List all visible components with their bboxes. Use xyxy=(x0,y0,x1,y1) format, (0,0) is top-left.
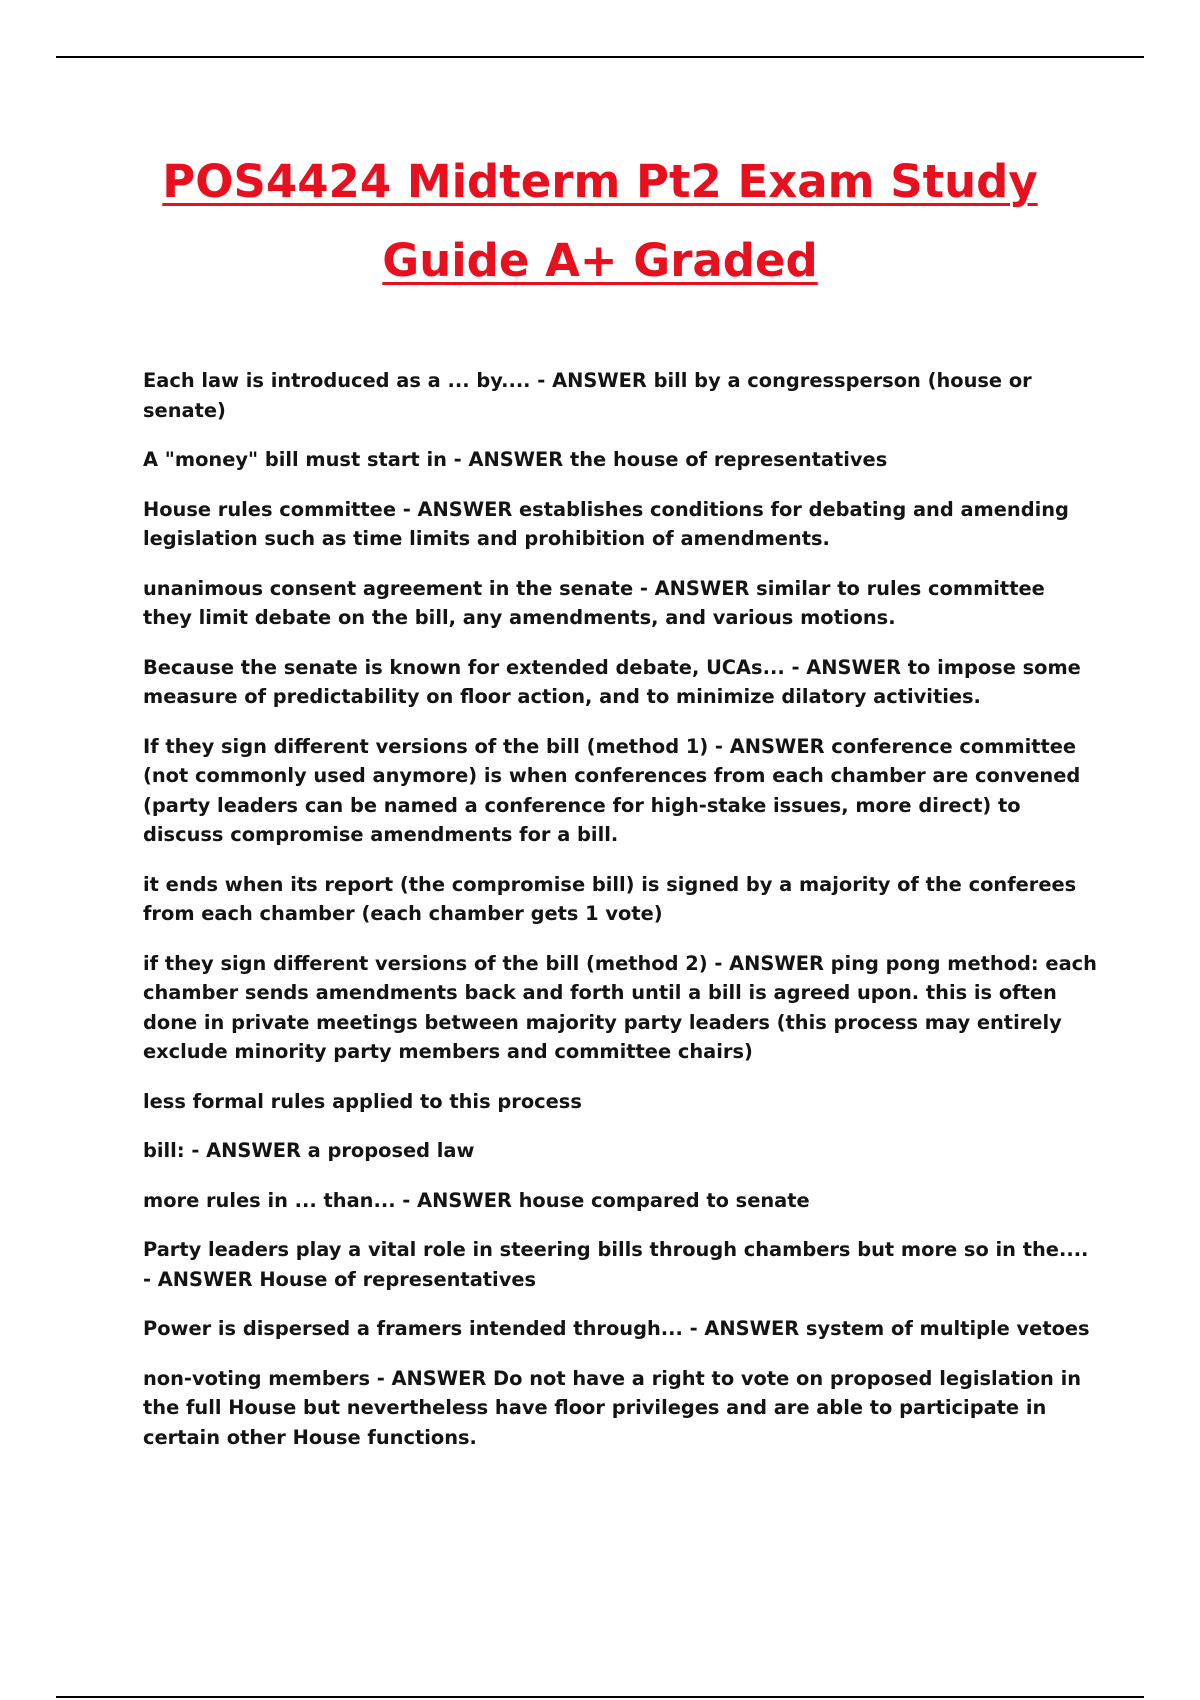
qa-item: bill: - ANSWER a proposed law xyxy=(143,1139,475,1162)
header-rule xyxy=(56,56,1144,58)
title-line-2: Guide A+ Graded xyxy=(382,234,818,287)
qa-item: House rules committee - ANSWER establishes conditions for debating and amending legislation such as time limits and prohibition of amendments. xyxy=(143,497,1069,550)
qa-item: Power is dispersed a framers intended through... - ANSWER system of multiple vetoes xyxy=(143,1317,1090,1340)
qa-list xyxy=(143,366,1098,1472)
qa-item: more rules in ... than... - ANSWER house compared to senate xyxy=(143,1188,810,1212)
document-title xyxy=(100,142,1100,300)
qa-item: if they sign different versions of the bill (method 2) - ANSWER ping pong method: each chamber sends amendments back and forth until a bill is agreed upon. this is often done in private meetings between majority party leaders (this process may entirely exclude minority party members and committee chairs) xyxy=(143,951,1097,1063)
qa-item: Because the senate is known for extended debate, UCAs... - ANSWER to impose some measure of predictability on floor action, and to minimize dilatory activities. xyxy=(143,655,1081,708)
qa-item: it ends when its report (the compromise bill) is signed by a majority of the conferees from each chamber (each chamber gets 1 vote) xyxy=(143,872,1077,925)
qa-item: Party leaders play a vital role in steering bills through chambers but more so in the.... - ANSWER House of representatives xyxy=(143,1238,1089,1291)
qa-item: A "money" bill must start in - ANSWER the house of representatives xyxy=(143,448,888,471)
footer-rule xyxy=(56,1696,1144,1698)
qa-item: If they sign different versions of the bill (method 1) - ANSWER conference committee (not commonly used anymore) is when conferences from each chamber are convened (party leaders can be named a conference for high-stake issues, more direct) to discuss compromise amendments for a bill. xyxy=(143,734,1081,846)
qa-item: less formal rules applied to this process xyxy=(143,1089,582,1113)
qa-item: Each law is introduced as a ... by.... - ANSWER bill by a congressperson (house or senate) xyxy=(143,369,1032,422)
title-line-1: POS4424 Midterm Pt2 Exam Study xyxy=(162,155,1038,208)
qa-item: non-voting members - ANSWER Do not have a right to vote on proposed legislation in the full House but nevertheless have floor privileges and are able to participate in certain other House functions. xyxy=(143,1366,1082,1449)
qa-item: unanimous consent agreement in the senate - ANSWER similar to rules committee they limit debate on the bill, any amendments, and various motions. xyxy=(143,576,1045,629)
